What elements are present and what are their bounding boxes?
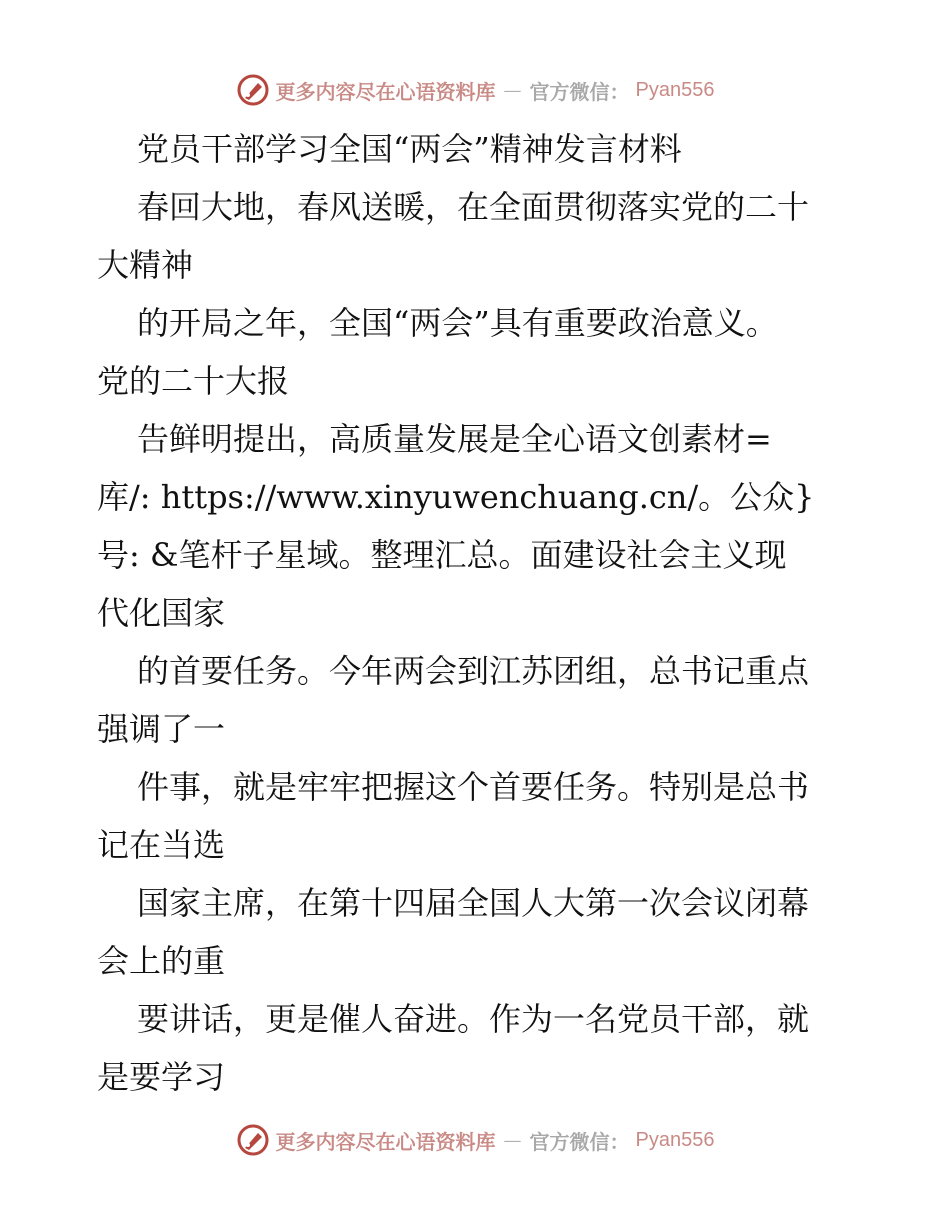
footer-banner-wechat-id: Pyan556 — [635, 1128, 715, 1151]
document-line: 要讲话，更是催人奋进。作为一名党员干部，就 — [137, 1000, 810, 1038]
document-line: 告鲜明提出，高质量发展是全心语文创素材= — [137, 420, 772, 458]
footer-banner-wechat-label: 官方微信： — [529, 1129, 630, 1154]
footer-banner-inner — [236, 1123, 715, 1157]
document-line: 春回大地，春风送暖，在全面贯彻落实党的二十 — [137, 188, 810, 226]
document-line: 强调了一 — [97, 710, 226, 748]
header-banner-inner — [236, 73, 715, 107]
header-banner — [0, 70, 950, 110]
document-line: 是要学习 — [97, 1058, 226, 1096]
document-line: 记在当选 — [97, 826, 226, 864]
document-line: 号: &笔杆子星域。整理汇总。面建设社会主义现 — [97, 536, 787, 574]
document-body — [97, 120, 857, 1106]
header-banner-wechat-label: 官方微信： — [529, 79, 630, 104]
document-line: 件事，就是牢牢把握这个首要任务。特别是总书 — [137, 768, 810, 806]
document-line: 的开局之年，全国“两会”具有重要政治意义。 — [137, 304, 778, 342]
document-line: 的首要任务。今年两会到江苏团组，总书记重点 — [137, 652, 810, 690]
document-line: 国家主席，在第十四届全国人大第一次会议闭幕 — [137, 884, 810, 922]
document-line: 代化国家 — [97, 594, 226, 632]
document-title: 党员干部学习全国“两会”精神发言材料 — [137, 130, 682, 168]
pen-nib-logo-icon — [236, 1123, 270, 1157]
document-line: 库/: https://www.xinyuwenchuang.cn/。公众} — [97, 478, 815, 516]
pen-nib-logo-icon — [236, 73, 270, 107]
footer-banner-separator: — — [503, 1129, 522, 1151]
document-line: 党的二十大报 — [97, 362, 290, 400]
footer-banner-text: 更多内容尽在心语资料库 — [275, 1129, 496, 1154]
document-line: 大精神 — [97, 246, 194, 284]
document-line: 会上的重 — [97, 942, 226, 980]
header-banner-text: 更多内容尽在心语资料库 — [275, 79, 496, 104]
footer-banner — [0, 1120, 950, 1160]
header-banner-wechat-id: Pyan556 — [635, 78, 715, 101]
header-banner-separator: — — [503, 79, 522, 101]
